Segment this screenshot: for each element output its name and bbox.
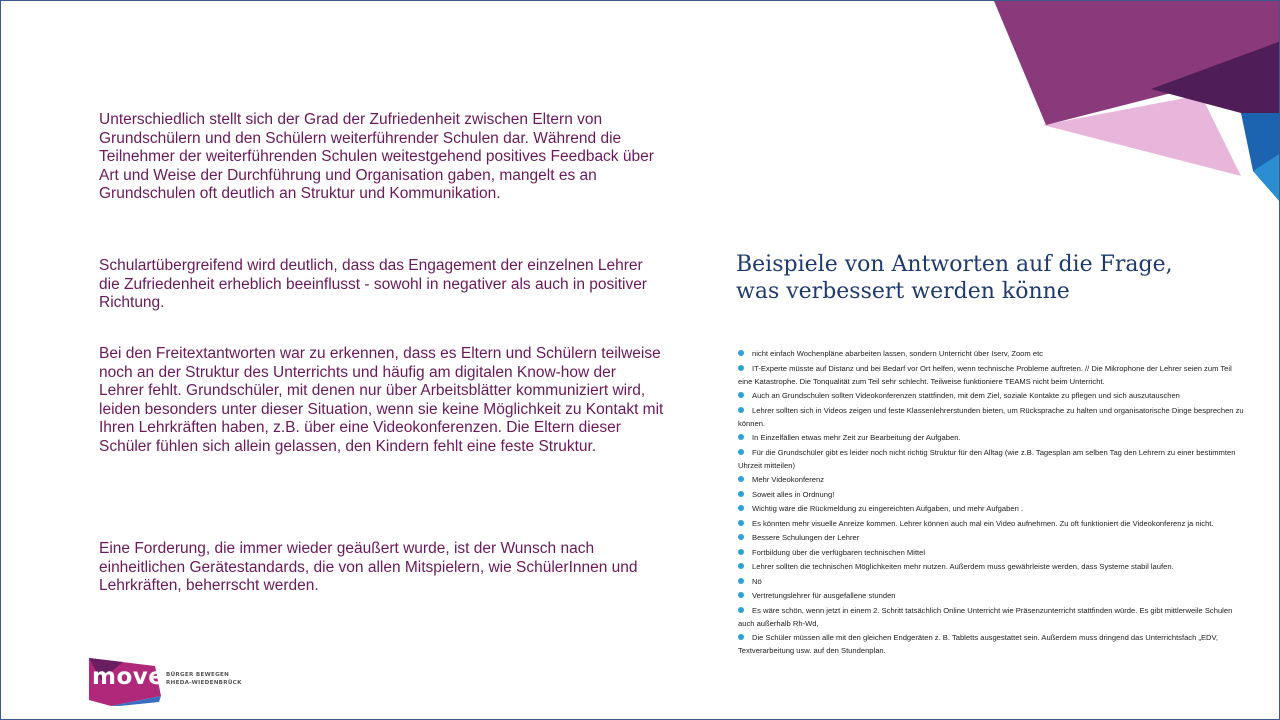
list-item: Nö (738, 575, 1248, 588)
answers-list (738, 347, 1248, 659)
bullet-icon (738, 434, 744, 440)
bullet-icon (738, 491, 744, 497)
list-item: Vertretungslehrer für ausgefallene stunden (738, 589, 1248, 602)
list-item: Es wäre schön, wenn jetzt in einem 2. Schritt tatsächlich Online Unterricht wie Präsenzunterricht stattfinden würde. Es gibt mittlerweile Schulen auch außerhalb Rh-Wd, (738, 605, 1233, 628)
list-item: Lehrer sollten sich in Videos zeigen und feste Klassenlehrerstunden bieten, um Rücksprache zu halten und organisatorische Dinge besprechen zu können. (738, 405, 1244, 428)
bullet-icon (738, 549, 744, 555)
logo-tagline-2: RHEDA-WIEDENBRÜCK (166, 680, 242, 686)
bullet-icon (738, 392, 744, 398)
list-item: Auch an Grundschulen sollten Videokonferenzen stattfinden, mit dem Ziel, soziale Kontakte zu pflegen und sich auszutauschen (738, 389, 1248, 402)
list-item: In Einzelfällen etwas mehr Zeit zur Bearbeitung der Aufgaben. (738, 431, 1248, 444)
bullet-icon (738, 449, 744, 455)
paragraph-1: Unterschiedlich stellt sich der Grad der Zufriedenheit zwischen Eltern von Grundschülern und den Schülern weiterführender Schulen dar. Während die Teilnehmer der weiterführenden Schulen weitestgehend positives Feedback über Art und Weise der Durchführung und Organisation gaben, mangelt es an Grundschulen oft deutlich an Struktur und Kommunikation. (99, 111, 654, 203)
list-item: Bessere Schulungen der Lehrer (738, 531, 1248, 544)
list-item: nicht einfach Wochenpläne abarbeiten lassen, sondern Unterricht über Iserv, Zoom etc (738, 347, 1248, 360)
paragraph-2: Schulartübergreifend wird deutlich, dass das Engagement der einzelnen Lehrer die Zufriedenheit erheblich beeinflusst - sowohl in negativer als auch in positiver Richtung. (99, 257, 647, 312)
bullet-icon (738, 350, 744, 356)
bullet-icon (738, 476, 744, 482)
bullet-icon (738, 407, 744, 413)
list-item: Lehrer sollten die technischen Möglichkeiten mehr nutzen. Außerdem muss gewährleiste werden, dass Systeme stabil laufen. (738, 560, 1248, 573)
list-item: Wichtig wäre die Rückmeldung zu eingereichten Aufgaben, und mehr Aufgaben . (738, 502, 1248, 515)
bullet-icon (738, 578, 744, 584)
bullet-icon (738, 592, 744, 598)
paragraph-4: Eine Forderung, die immer wieder geäußert wurde, ist der Wunsch nach einheitlichen Gerätestandards, die von allen Mitspielern, wie SchülerInnen und Lehrkräften, beherrscht werden. (99, 540, 638, 595)
bullet-icon (738, 505, 744, 511)
list-item: Soweit alles in Ordnung! (738, 488, 1248, 501)
list-item: Für die Grundschüler gibt es leider noch nicht richtig Struktur für den Alltag (wie z.B. Tagesplan am selben Tag den Lehrern zu einer bestimmten Uhrzeit mitteilen) (738, 447, 1236, 470)
bullet-icon (738, 365, 744, 371)
list-item: Die Schüler müssen alle mit den gleichen Endgeräten z. B. Tabletts ausgestattet sein. Außerdem muss dringend das Unterrichtsfach „EDV, Textverarbeitung usw. auf den Stundenplan. (738, 633, 1218, 655)
move-logo (89, 656, 249, 706)
heading-line-2: was verbessert werden könne (736, 279, 1070, 304)
bullet-icon (738, 520, 744, 526)
logo-tagline-1: BÜRGER BEWEGEN (166, 672, 230, 678)
paragraph-3: Bei den Freitextantworten war zu erkennen, dass es Eltern und Schülern teilweise noch an der Struktur des Unterrichts und häufig am digitalen Know-how der Lehrer fehlt. Grundschüler, mit denen nur über Arbeitsblätter kommuniziert wird, leiden besonders unter dieser Situation, wenn sie keine Möglichkeit zu Kontakt mit Ihren Lehrkräften haben, z.B. über eine Videokonferenzen. Die Eltern dieser Schüler fühlen sich allein gelassen, den Kindern fehlt eine feste Struktur. (99, 345, 664, 455)
list-item: IT-Experte müsste auf Distanz und bei Bedarf vor Ort helfen, wenn technische Probleme auftreten. // Die Mikrophone der Lehrer seien zum Teil eine Katastrophe. Die Tonqualität zum Teil sehr schlecht. Teilweise funktioniere TEAMS nicht beim Unterricht. (738, 363, 1232, 386)
list-item: Mehr Videokonferenz (738, 473, 1248, 486)
bullet-icon (738, 607, 744, 613)
list-item: Es könnten mehr visuelle Anreize kommen. Lehrer können auch mal ein Video aufnehmen. Zu oft funktioniert die Videokonferenz ja nicht. (738, 517, 1248, 530)
logo-wordmark: move (92, 664, 165, 690)
bullet-icon (738, 534, 744, 540)
bullet-icon (738, 563, 744, 569)
answers-heading (736, 251, 1236, 305)
list-item: Fortbildung über die verfügbaren technischen Mittel (738, 546, 1248, 559)
heading-line-1: Beispiele von Antworten auf die Frage, (736, 252, 1173, 277)
bullet-icon (738, 634, 744, 640)
